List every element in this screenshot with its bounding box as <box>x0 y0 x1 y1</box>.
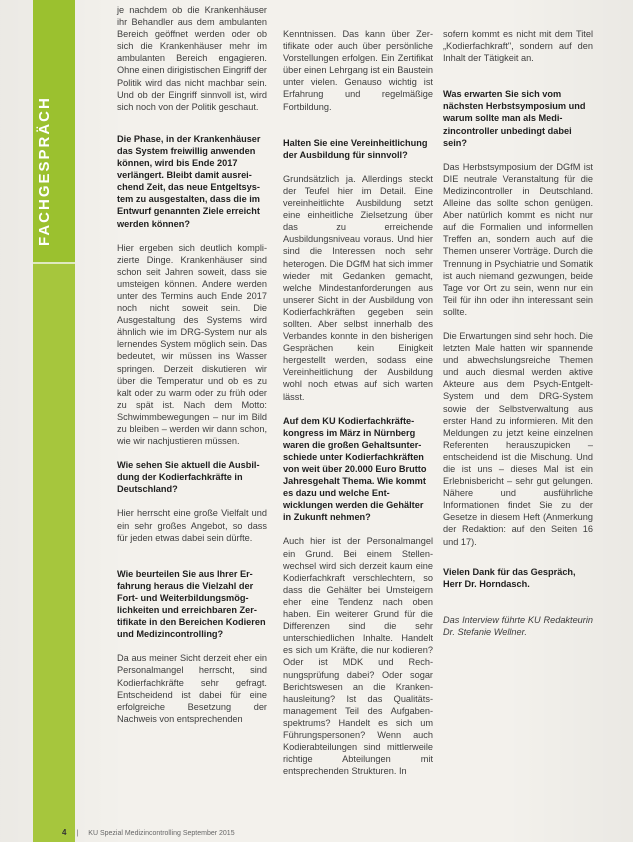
page-footer <box>62 828 235 837</box>
column-3 <box>443 0 593 650</box>
question-heading: Was erwarten Sie sich vom nächsten Herbstsymposium und warum sollte man als Medizincontroller unbedingt dabei sein? <box>443 89 586 148</box>
publication-info: KU Spezial Medizincontrolling September 2015 <box>88 830 235 837</box>
paragraph: Das Herbstsymposium der DGfM ist DIE neutrale Veranstaltung für die Medizincontroller in Deutschland. Alleine das sollte schon genügen. Aber natürlich kommt es nicht nur auf die Formalien und informellen Treffen an, sondern auch auf die Themen unserer Vorträge. Durch die Trennung in Psychiatrie und Somatik ist auch niemand gezwungen, beide Tage vor Ort zu sein, wenn nur ein Teil für ihn oder ihn interessant sein sollte. <box>443 161 593 317</box>
paragraph: Grundsätzlich ja. Allerdings steckt der Teufel hier im Detail. Eine vereinheitlichte Ausbildung setzt eine einheitliche Zielsetzung über das zu erreichende Ausbildungsniveau voraus. Und hier sind die Interessen noch sehr heterogen. Die DGfM hat sich immer wieder mit Gedanken gemacht, welche Mindestanforderungen aus unserer Sicht in der Ausbildung von Kodierfachkräften gegeben sein sollten. Aber selbst innerhalb des Verbandes konnte in den bisherigen Gesprächen kein Einigkeit hergestellt werden, sodass eine Vereinheitlichung der Ausbildung wohl noch etwas auf sich warten lässt. <box>283 173 433 402</box>
question-heading: Wie beurteilen Sie aus Ihrer Erfahrung heraus die Vielzahl der Fort- und Weiterbildungsmöglichkeiten und erreichbaren Zertifikate in den Bereichen Kodieren und Medizincontrolling? <box>117 568 266 640</box>
footer-separator: | <box>76 830 79 837</box>
tab-divider <box>33 262 75 264</box>
closing-heading: Vielen Dank für das Gespräch, Herr Dr. Horndasch. <box>443 566 576 589</box>
paragraph: Hier ergeben sich deutlich komplizierte Dinge. Krankenhäuser sind schon seit Jahren soweit, dass sie umsteigen können. Andere werden unter des Termins auch Ende 2017 noch nicht soweit sein. Die Ausgestaltung des Systems wird ähnlich wie im DRG-System nur als lernendes System möglich sein. Das bedeutet, wir müssen ins Wasser springen. Derzeit diskutieren wir über die Temperatur und ob es zu kalt oder zu warm oder zu früh oder zu spät ist. Nach dem Motto: Schwimmbewegungen – nur im Bild zu bleiben – werden wir dann schon, wie wir nachjustieren müssen. <box>117 242 267 447</box>
paragraph: Auch hier ist der Personalmangel ein Grund. Bei einem Stellenwechsel wird sich derzeit kaum eine Kodierfachkraft verschlechtern, so dass die Gehälter bei Umsteigern eher eine Tendenz nach oben haben. Ein weiterer Grund für die Differenzen sind die sehr unterschiedlichen Inhalte. Handelt es sich um Kräfte, die nur kodieren? Oder ist MDK und Rechnungsprüfung dabei? Oder sogar Berichtswesen an die Krankenhausleitung? Ist das Qualitätsmanagement Teil des Aufgabenspektrums? Handelt es sich um Führungspersonen? Wenn auch Kodierabteilungen sind mittlerweile richtige Abteilungen mit entsprechenden Strukturen. In <box>283 536 433 777</box>
page-number: 4 <box>62 828 67 837</box>
paragraph: Da aus meiner Sicht derzeit eher ein Personalmangel herrscht, sind Kodierfachkräfte sehr gefragt. Entscheidend ist dabei für eine erfolgreiche Besetzung der Nachweis von entsprechenden <box>117 653 267 724</box>
question-heading: Wie sehen Sie aktuell die Ausbildung der Kodierfachkräfte in Deutschland? <box>117 460 260 495</box>
column-1 <box>117 0 267 737</box>
question-heading: Auf dem KU Kodierfachkräftekongress im März in Nürnberg waren die großen Gehaltsunterschiede unter Kodierfachkräften von weit über 20.000 Euro Brutto Jahresgehalt Thema. Wie kommt es dazu und welche Entwicklungen werden die Gehälter in Zukunft nehmen? <box>283 415 427 523</box>
interview-credit: Das Interview führte KU Redakteurin Dr. Stefanie Wellner. <box>443 614 593 637</box>
section-label: FACHGESPRÄCH <box>36 96 53 246</box>
column-2 <box>283 0 433 789</box>
paragraph: sofern kommt es nicht mit dem Titel „Kodierfachkraft", sondern auf den Inhalt der Tätigkeit an. <box>443 29 593 64</box>
paragraph: Hier herrscht eine große Vielfalt und ein sehr großes Angebot, so dass für jeden etwas dabei sein dürfte. <box>117 508 267 543</box>
paragraph: Die Erwartungen sind sehr hoch. Die letzten Male hatten wir spannende und abwechslungsreiche Themen und auch diesmal werden aktive Akteure aus dem Psych-Entgelt-System und dem DRG-System sowie der Selbstverwaltung aus erster Hand zu informieren. Mit den Meldungen zu jetzt keine einzelnen Referenten herauszupicken – entscheidend ist die Mischung. Und die ist uns – dieses Mal ist ein Erlebnisbericht – sehr gut gelungen. Nähere und ausführliche Informationen findet Sie zu der Gesetze in diesem Heft (Anmerkung der Redaktion: auf den Seiten 16 und 17). <box>443 330 593 547</box>
paragraph: je nachdem ob die Krankenhäuser ihr Behandler aus dem ambulanten Bereich geöffnet werden oder ob sich die Krankenhäuser mehr im ambulanten Bereich engagieren. Ohne einen dirigistischen Eingriff der Politik wird das nicht machbar sein. Und ob der Eingriff sinnvoll ist, wird sich noch von der Politik geschaut. <box>117 5 267 112</box>
question-heading: Halten Sie eine Vereinheitlichung der Ausbildung für sinnvoll? <box>283 137 428 160</box>
question-heading: Die Phase, in der Krankenhäuser das System freiwillig anwenden können, wird bis Ende 2017 verlängert. Bleibt damit ausreichend Zeit, das neue Entgeltsystem zu ausgestalten, dass die im Entwurf genannten Ziele erreicht werden können? <box>117 133 261 229</box>
paragraph: Kenntnissen. Das kann über Zertifikate oder auch über persönliche Vorstellungen erfolgen. Ein Zertifikat über einen Lehrgang ist ein Baustein unter vielen. Genauso wichtig ist Erfahrung und regelmäßige Fortbildung. <box>283 29 433 112</box>
